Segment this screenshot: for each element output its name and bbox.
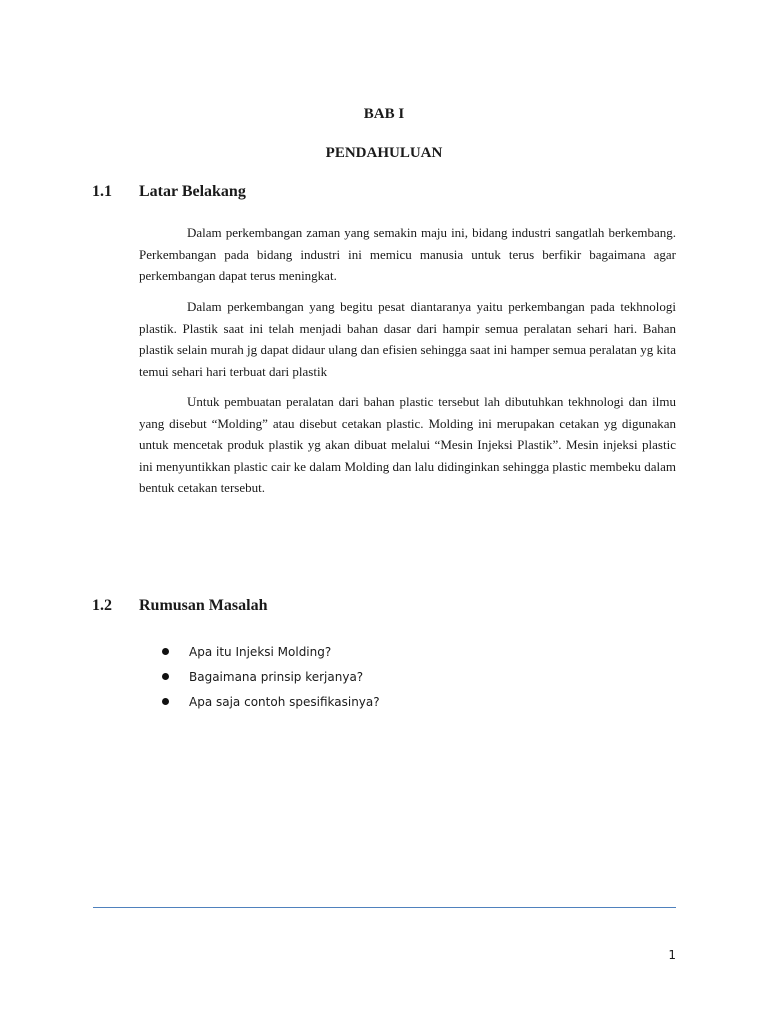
- list-item-text: Bagaimana prinsip kerjanya?: [189, 669, 364, 684]
- paragraph: Dalam perkembangan zaman yang semakin maju ini, bidang industri sangatlah berkembang. Perkembangan pada bidang industri ini memicu manusia untuk terus berfikir bagaimana agar perkembangan dapat terus meningkat.: [139, 225, 676, 283]
- list-item-text: Apa saja contoh spesifikasinya?: [189, 694, 380, 709]
- section-title: Rumusan Masalah: [139, 597, 268, 614]
- chapter-title: PENDAHULUAN: [325, 145, 443, 161]
- section-heading-rumusan-masalah: [92, 597, 267, 615]
- paragraph: Dalam perkembangan yang begitu pesat diantaranya yaitu perkembangan pada tekhnologi plastik. Plastik saat ini telah menjadi bahan dasar dari hampir semua peralatan sehari hari. Bahan plastik selain murah jg dapat didaur ulang dan efisien sehingga saat ini hamper semua peralatan yg kita temui sehari hari terbuat dari plastik: [139, 299, 676, 379]
- paragraph: Untuk pembuatan peralatan dari bahan plastic tersebut lah dibutuhkan tekhnologi dan ilmu yang disebut “Molding” atau disebut cetakan plastic. Molding ini merupakan cetakan yg digunakan untuk mencetak produk plastik yg akan dibuat melalui “Mesin Injeksi Plastik”. Mesin injeksi plastic ini menyuntikkan plastic cair ke dalam Molding dan lalu didinginkan sehingga plastic membeku dalam bentuk cetakan tersebut.: [139, 394, 676, 495]
- section-heading-latar-belakang: [92, 183, 246, 201]
- list-item: [160, 689, 380, 714]
- bullet-dot-icon: [162, 673, 169, 680]
- bullet-list: [160, 639, 380, 714]
- list-item: [160, 664, 380, 689]
- page-number: 1: [668, 948, 676, 962]
- list-item: [160, 639, 380, 664]
- chapter-label: BAB I: [363, 106, 405, 122]
- bullet-dot-icon: [162, 698, 169, 705]
- footer-rule: [93, 907, 676, 908]
- section-title: Latar Belakang: [139, 183, 246, 200]
- section-number: 1.2: [92, 597, 112, 614]
- bullet-dot-icon: [162, 648, 169, 655]
- section-number: 1.1: [92, 183, 112, 200]
- list-item-text: Apa itu Injeksi Molding?: [189, 644, 332, 659]
